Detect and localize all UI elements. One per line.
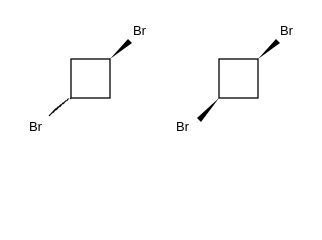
cyclobutane-ring [219, 59, 258, 98]
molecule-2 [176, 23, 294, 134]
bromine-label-bottom: Br [176, 119, 189, 134]
wedge-bond [258, 39, 280, 59]
bromine-label-top: Br [133, 23, 146, 38]
cyclobutane-ring [71, 59, 110, 98]
bromine-label-top: Br [280, 23, 293, 38]
molecule-1 [29, 23, 147, 134]
wedge-bond [197, 98, 219, 122]
wedge-bond [110, 39, 132, 59]
hash-bond [49, 98, 71, 116]
bromine-label-bottom: Br [29, 119, 42, 134]
